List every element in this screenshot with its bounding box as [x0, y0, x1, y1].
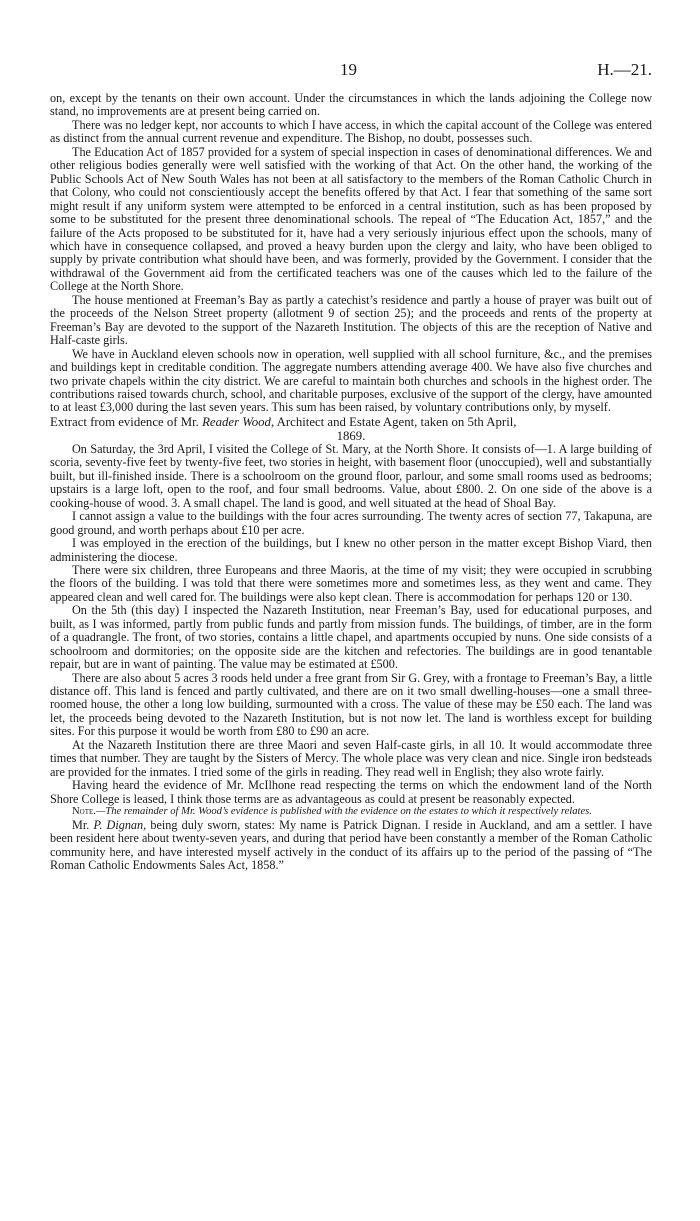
paragraph: On Saturday, the 3rd April, I visited the College of St. Mary, at the North Shore. It consists of—1. A large building of scoria, seventy-five feet by twenty-five feet, two stories in height, with basement floor (unoccupied), well and substantially built, but ill-finished inside. There is a schoolroom on the ground floor, parlour, and some small rooms used as bedrooms; upstairs is a large loft, open to the roof, and four small bedrooms. Value, about £800. 2. On one side of the above is a cooking-house of wood. 3. A small chapel. The land is good, and well situated at the head of Shoal Bay. [50, 441, 652, 510]
paragraph: The house mentioned at Freeman’s Bay as partly a catechist’s residence and partly a house of prayer was built out of the proceeds of the Nelson Street property (allotment 9 of section 25); and the proceeds and rents of the property at Freeman’s Bay are devoted to the support of the Nazareth Institution. The objects of this are the reception of Native and Half-caste girls. [50, 292, 652, 348]
final-text: , being duly sworn, states: My name is Patrick Dignan. I reside in Auckland, and am a settler. I have been resident here about twenty-seven years, and during that period have been constantly a member of the Roman Catholic community here, and have interested myself actively in the conduct of its affairs up to the period of the passing of “The Roman Catholic Endowments Sales Act, 1858.” [50, 817, 652, 872]
page-number: 19 [340, 60, 357, 79]
paragraph: There are also about 5 acres 3 roods held under a free grant from Sir G. Grey, with a frontage to Freeman’s Bay, a little distance off. This land is fenced and partly cultivated, and there are on it two small dwelling-houses—one a small three-roomed house, the other a long low building, surmounted with a cross. The value of these may be £50 each. The land was let, the proceeds being devoted to the Nazareth Institution, but is not now let. The land is worthless except for building sites. For this purpose it would be worth from £80 to £90 an acre. [50, 670, 652, 739]
document-code: H.—21. [597, 60, 652, 79]
paragraph: I was employed in the erection of the buildings, but I knew no other person in the matter except Bishop Viard, then administering the diocese. [50, 536, 652, 564]
paragraph: I cannot assign a value to the buildings with the four acres surrounding. The twenty acres of section 77, Takapuna, are good ground, and worth perhaps about £10 per acre. [50, 509, 652, 537]
page-header [0, 60, 700, 80]
document-body [50, 92, 652, 872]
paragraph: On the 5th (this day) I inspected the Nazareth Institution, near Freeman’s Bay, used for educational purposes, and built, as I was informed, partly from public funds and partly from mission funds. The buildings, of timber, are in the form of a quadrangle. The front, of two stories, contains a little chapel, and apartments occupied by nuns. One side consists of a schoolroom and dormitories; on the opposite side are the kitchen and refectories. The buildings are in good tenantable repair, but are in want of painting. The value may be estimated at £500. [50, 603, 652, 672]
note-label: Note. [72, 806, 96, 818]
paragraph: Having heard the evidence of Mr. McIlhone read respecting the terms on which the endowment land of the North Shore College is leased, I think those terms are as advantageous as could at present be reasonably expected. [50, 778, 652, 806]
final-prefix: Mr. [72, 817, 94, 832]
note-text: —The remainder of Mr. Wood’s evidence is published with the evidence on the estates to which it respectively relates. [95, 806, 592, 818]
extract-heading [50, 415, 652, 443]
paragraph: There was no ledger kept, nor accounts to which I have access, in which the capital account of the College was entered as distinct from the annual current revenue and expenditure. The Bishop, no doubt, possesses such. [50, 117, 652, 146]
paragraph: on, except by the tenants on their own account. Under the circumstances in which the lands adjoining the College now stand, no improvements are at present being carried on. [50, 91, 652, 119]
witness-name: Reader Wood [202, 414, 271, 429]
extract-suffix: , Architect and Estate Agent, taken on 5th April, [270, 414, 517, 429]
paragraph: We have in Auckland eleven schools now in operation, well supplied with all school furniture, &c., and the premises and buildings kept in creditable condition. The aggregate numbers attending average 400. We have also five churches and two private chapels within the city district. We are careful to maintain both churches and schools in the highest order. The contributions raised towards church, school, and charitable purposes, exclusive of the support of the clergy, have amounted to at least £3,000 during the last seven years. This sum has been raised, by voluntary contributions only, by myself. [50, 346, 652, 415]
paragraph: The Education Act of 1857 provided for a system of special inspection in cases of denominational differences. We and other religious bodies generally were well satisfied with the working of that Act. On the other hand, the working of the Public Schools Act of New South Wales has not been at all satisfactory to the members of the Roman Catholic Church in that Colony, who could not conscientiously accept the benefits offered by that Act. I fear that something of the same sort might result if any uniform system were attempted to be enforced in a central institution, such as has been proposed by some to be substituted for the present three denominational schools. The repeal of “The Education Act, 1857,” and the failure of the Acts proposed to be substituted for it, have had a very seriously injurious effect upon the schools, many of which have in consequence collapsed, and proved a heavy burden upon the clergy and laity, who have been obliged to supply by private contribution what should have been, and was formerly, provided by the Government. I consider that the withdrawal of the Government aid from the certificated teachers was one of the causes which led to the failure of the College at the North Shore. [50, 144, 652, 294]
paragraph: There were six children, three Europeans and three Maoris, at the time of my visit; they were occupied in scrubbing the floors of the building. I was told that there were sometimes more and sometimes less, as they went and came. They appeared clean and well cared for. The buildings were also kept clean. There is accommodation for perhaps 120 or 130. [50, 562, 652, 604]
extract-prefix: Extract from evidence of Mr. [50, 414, 203, 429]
final-paragraph [50, 819, 652, 873]
witness-name-dignan: P. Dignan [93, 817, 144, 832]
paragraph: At the Nazareth Institution there are three Maori and seven Half-caste girls, in all 10. It would accommodate three times that number. They are taught by the Sisters of Mercy. The whole place was very clean and nice. Single iron bedsteads are provided for the inmates. I tried some of the girls in reading. They read well in English; they also wrote fairly. [50, 737, 652, 779]
extract-date: 1869. [336, 428, 366, 443]
